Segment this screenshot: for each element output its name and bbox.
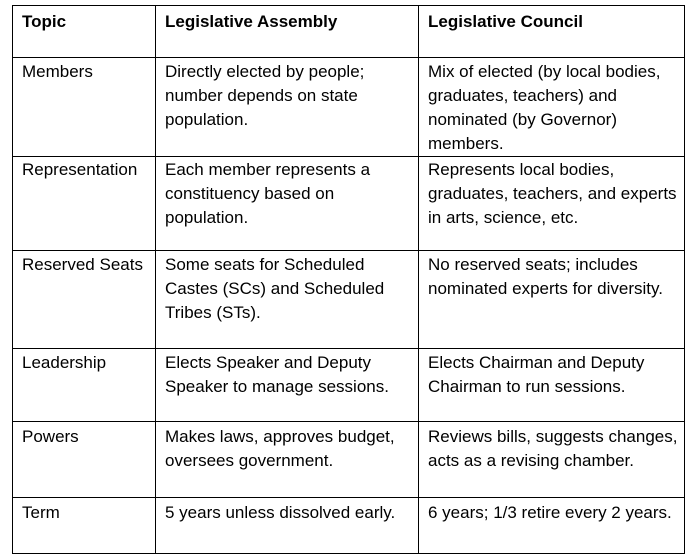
table-row xyxy=(13,251,685,349)
topic-cell: Leadership xyxy=(13,349,156,422)
table-row xyxy=(13,498,685,554)
table-row xyxy=(13,349,685,422)
header-legislative-assembly: Legislative Assembly xyxy=(156,6,419,58)
topic-cell: Powers xyxy=(13,422,156,498)
council-cell: Represents local bodies, graduates, teachers, and experts in arts, science, etc. xyxy=(419,157,685,251)
topic-cell: Reserved Seats xyxy=(13,251,156,349)
council-cell: Reviews bills, suggests changes, acts as a revising chamber. xyxy=(419,422,685,498)
council-cell: 6 years; 1/3 retire every 2 years. xyxy=(419,498,685,554)
assembly-cell: Directly elected by people; number depends on state population. xyxy=(156,58,419,157)
table-row xyxy=(13,58,685,157)
assembly-cell: Elects Speaker and Deputy Speaker to manage sessions. xyxy=(156,349,419,422)
table-row xyxy=(13,157,685,251)
assembly-cell: 5 years unless dissolved early. xyxy=(156,498,419,554)
council-cell: Elects Chairman and Deputy Chairman to run sessions. xyxy=(419,349,685,422)
topic-cell: Members xyxy=(13,58,156,157)
assembly-cell: Makes laws, approves budget, oversees government. xyxy=(156,422,419,498)
comparison-table xyxy=(12,5,685,554)
table-row xyxy=(13,422,685,498)
assembly-cell: Some seats for Scheduled Castes (SCs) and Scheduled Tribes (STs). xyxy=(156,251,419,349)
topic-cell: Term xyxy=(13,498,156,554)
header-row xyxy=(13,6,685,58)
assembly-cell: Each member represents a constituency based on population. xyxy=(156,157,419,251)
topic-cell: Representation xyxy=(13,157,156,251)
header-legislative-council: Legislative Council xyxy=(419,6,685,58)
council-cell: No reserved seats; includes nominated experts for diversity. xyxy=(419,251,685,349)
header-topic: Topic xyxy=(13,6,156,58)
council-cell: Mix of elected (by local bodies, graduates, teachers) and nominated (by Governor) members. xyxy=(419,58,685,157)
